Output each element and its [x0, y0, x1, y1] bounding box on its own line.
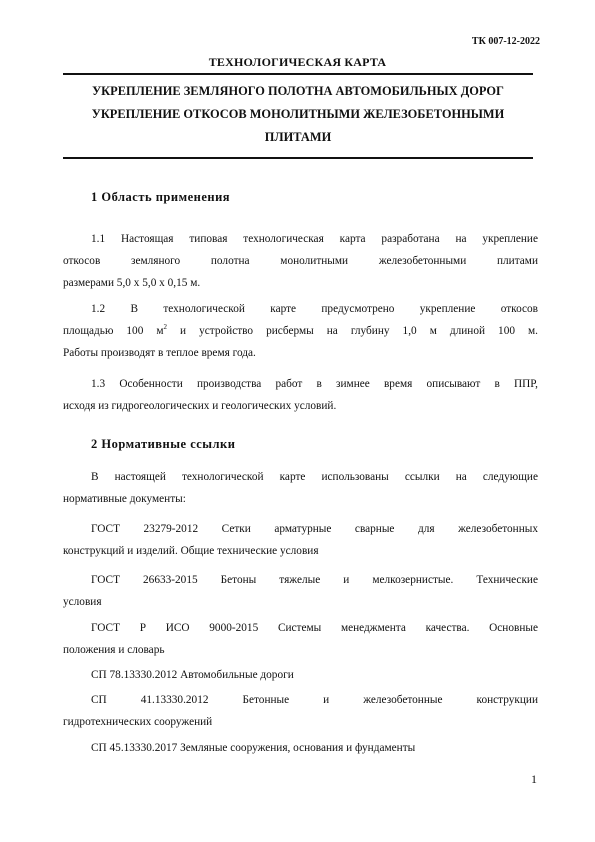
text-line: СП 41.13330.2012 Бетонные и железобетонные конструкции [91, 694, 538, 706]
text-line: размерами 5,0 х 5,0 х 0,15 м. [63, 277, 201, 289]
text-line: 1.2 В технологической карте предусмотрено укрепление откосов [91, 303, 538, 315]
paragraph-1-1 [63, 228, 538, 294]
text-line: Работы производят в теплое время года. [63, 347, 256, 359]
text-line: гидротехнических сооружений [63, 716, 213, 728]
text-line: положения и словарь [63, 644, 165, 656]
main-title-line: УКРЕПЛЕНИЕ ЗЕМЛЯНОГО ПОЛОТНА АВТОМОБИЛЬНЫХ ДОРОГ [92, 84, 504, 98]
section-1-heading: 1 Область применения [91, 190, 231, 204]
text-line: В настоящей технологической карте использованы ссылки на следующие [91, 471, 538, 483]
reference-item [63, 737, 538, 759]
document-code: ТК 007-12-2022 [471, 36, 540, 47]
title-bottom-rule [63, 157, 533, 159]
reference-item [63, 689, 538, 733]
card-title: ТЕХНОЛОГИЧЕСКАЯ КАРТА [208, 55, 387, 69]
text-line: площадью 100 м [63, 325, 164, 337]
section-2-heading: 2 Нормативные ссылки [91, 437, 236, 451]
text-line: СП 45.13330.2017 Земляные сооружения, основания и фундаменты [91, 742, 416, 754]
page-number: 1 [531, 772, 537, 786]
text-line: ГОСТ Р ИСО 9000-2015 Системы менеджмента качества. Основные [91, 622, 538, 634]
main-title-line: УКРЕПЛЕНИЕ ОТКОСОВ МОНОЛИТНЫМИ ЖЕЛЕЗОБЕТОННЫМИ [91, 107, 505, 121]
text-line: конструкций и изделий. Общие технические условия [63, 545, 319, 557]
text-line: нормативные документы: [63, 493, 186, 505]
paragraph-1-2 [63, 298, 538, 364]
paragraph-2-intro [63, 466, 538, 510]
superscript: 2 [163, 323, 168, 332]
text-line: СП 78.13330.2012 Автомобильные дороги [91, 669, 294, 681]
text-line: 1.3 Особенности производства работ в зимнее время описывают в ППР, [91, 378, 538, 390]
text-line: ГОСТ 26633-2015 Бетоны тяжелые и мелкозернистые. Технические [91, 574, 538, 586]
text-line: и устройство рисбермы на глубину 1,0 м длиной 100 м. [167, 325, 538, 337]
main-title-line: ПЛИТАМИ [264, 130, 332, 144]
text-line: 1.1 Настоящая типовая технологическая карта разработана на укрепление [91, 233, 538, 245]
reference-item [63, 518, 538, 562]
main-title [63, 80, 533, 149]
reference-item [63, 617, 538, 661]
text-line: ГОСТ 23279-2012 Сетки арматурные сварные для железобетонных [91, 523, 538, 535]
reference-item [63, 664, 538, 686]
paragraph-1-3 [63, 373, 538, 417]
text-line: исходя из гидрогеологических и геологических условий. [63, 400, 337, 412]
reference-item [63, 569, 538, 613]
title-top-rule [63, 73, 533, 75]
text-line: условия [63, 596, 102, 608]
text-line: откосов земляного полотна монолитными железобетонными плитами [63, 255, 538, 267]
